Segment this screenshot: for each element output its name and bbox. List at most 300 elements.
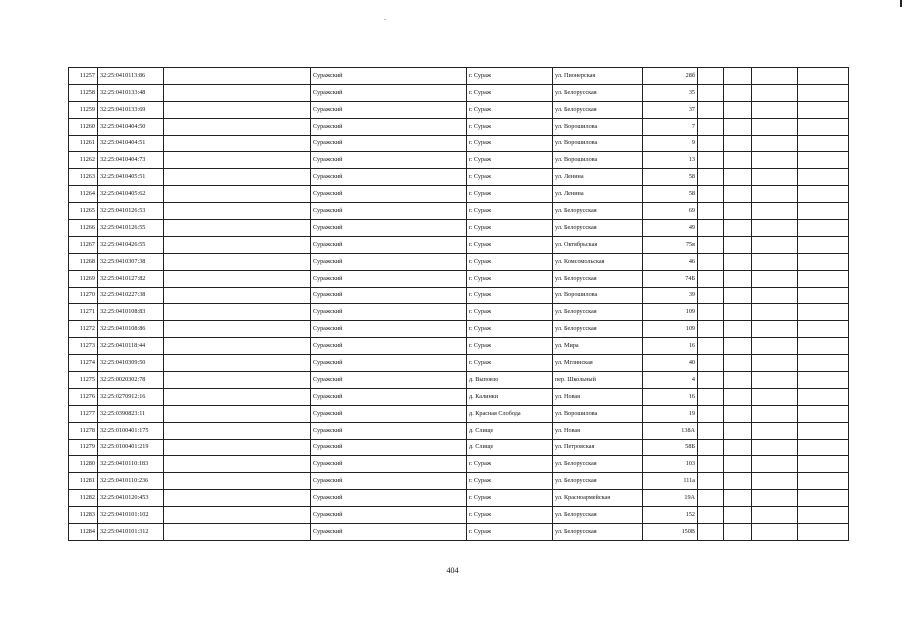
cell-empty — [752, 422, 798, 439]
cell-record-number: 11263 — [69, 169, 98, 186]
cell-empty — [798, 135, 849, 152]
cell-empty — [164, 220, 311, 237]
cell-cadastral-number: 32:25:0410404:73 — [98, 152, 164, 169]
cell-street: ул. Белорусская — [553, 473, 643, 490]
cell-cadastral-number: 32:25:0410110:236 — [98, 473, 164, 490]
cell-empty — [164, 118, 311, 135]
cell-record-number: 11264 — [69, 186, 98, 203]
cell-cadastral-number: 32:25:0410126:55 — [98, 220, 164, 237]
scan-mark — [384, 19, 386, 20]
cell-house-number: 7 — [643, 118, 698, 135]
cell-empty — [798, 321, 849, 338]
cell-street: ул. Новая — [553, 388, 643, 405]
cell-empty — [698, 338, 724, 355]
cell-empty — [724, 220, 752, 237]
cell-house-number: 111а — [643, 473, 698, 490]
cell-empty — [798, 236, 849, 253]
cell-district: Суражский — [311, 135, 467, 152]
cell-empty — [724, 456, 752, 473]
cell-house-number: 16 — [643, 338, 698, 355]
cell-record-number: 11267 — [69, 236, 98, 253]
cell-empty — [798, 372, 849, 389]
cell-record-number: 11268 — [69, 253, 98, 270]
cell-locality: д. Слище — [467, 422, 553, 439]
cell-cadastral-number: 32:25:0410120:453 — [98, 490, 164, 507]
cell-empty — [724, 84, 752, 101]
cell-empty — [724, 439, 752, 456]
cell-empty — [724, 388, 752, 405]
cell-empty — [724, 68, 752, 85]
cell-empty — [798, 101, 849, 118]
cell-street: ул. Комсомольская — [553, 253, 643, 270]
cell-street: ул. Белорусская — [553, 456, 643, 473]
cell-district: Суражский — [311, 456, 467, 473]
cell-empty — [164, 321, 311, 338]
cell-house-number: 58Б — [643, 439, 698, 456]
cell-district: Суражский — [311, 270, 467, 287]
cell-district: Суражский — [311, 439, 467, 456]
cell-record-number: 11271 — [69, 304, 98, 321]
cell-empty — [164, 422, 311, 439]
cell-cadastral-number: 32:25:0390823:11 — [98, 405, 164, 422]
cell-cadastral-number: 32:25:0410108:86 — [98, 321, 164, 338]
table-row — [69, 456, 849, 473]
cell-empty — [752, 355, 798, 372]
cell-locality: г. Сураж — [467, 135, 553, 152]
cell-cadastral-number: 32:25:0410108:83 — [98, 304, 164, 321]
cell-empty — [724, 405, 752, 422]
table-row — [69, 253, 849, 270]
cell-house-number: 28б — [643, 68, 698, 85]
cell-district: Суражский — [311, 68, 467, 85]
cell-cadastral-number: 32:25:0410101:312 — [98, 524, 164, 541]
cell-empty — [724, 507, 752, 524]
cell-house-number: 19А — [643, 490, 698, 507]
cell-house-number: 37 — [643, 101, 698, 118]
cell-empty — [798, 84, 849, 101]
cell-district: Суражский — [311, 422, 467, 439]
table-row — [69, 135, 849, 152]
cell-empty — [164, 388, 311, 405]
table-row — [69, 236, 849, 253]
cell-street: ул. Пионерская — [553, 68, 643, 85]
cell-empty — [752, 203, 798, 220]
table-row — [69, 304, 849, 321]
cell-empty — [752, 186, 798, 203]
cell-empty — [798, 473, 849, 490]
cell-empty — [752, 372, 798, 389]
cell-cadastral-number: 32:25:0410101:102 — [98, 507, 164, 524]
cell-empty — [798, 186, 849, 203]
cell-empty — [164, 490, 311, 507]
cell-empty — [698, 304, 724, 321]
cell-empty — [698, 68, 724, 85]
cell-empty — [164, 68, 311, 85]
cell-empty — [164, 439, 311, 456]
cell-cadastral-number: 32:25:0270912:16 — [98, 388, 164, 405]
cell-empty — [698, 152, 724, 169]
cell-empty — [724, 236, 752, 253]
cell-house-number: 13 — [643, 152, 698, 169]
cell-locality: д. Калинки — [467, 388, 553, 405]
table-row — [69, 186, 849, 203]
cell-empty — [798, 287, 849, 304]
cell-house-number: 109 — [643, 321, 698, 338]
cell-empty — [798, 270, 849, 287]
cell-empty — [698, 203, 724, 220]
cell-locality: г. Сураж — [467, 186, 553, 203]
cell-empty — [698, 270, 724, 287]
cell-empty — [698, 101, 724, 118]
cell-empty — [724, 524, 752, 541]
cell-district: Суражский — [311, 321, 467, 338]
registry-table — [68, 67, 849, 541]
cell-empty — [724, 355, 752, 372]
table-row — [69, 169, 849, 186]
cell-house-number: 19 — [643, 405, 698, 422]
cell-district: Суражский — [311, 524, 467, 541]
cell-record-number: 11258 — [69, 84, 98, 101]
cell-cadastral-number: 32:25:0410307:38 — [98, 253, 164, 270]
cell-district: Суражский — [311, 236, 467, 253]
cell-cadastral-number: 32:25:0020302:78 — [98, 372, 164, 389]
cell-locality: г. Сураж — [467, 270, 553, 287]
cell-district: Суражский — [311, 220, 467, 237]
cell-empty — [698, 388, 724, 405]
cell-cadastral-number: 32:25:0410405:51 — [98, 169, 164, 186]
cell-street: ул. Белорусская — [553, 203, 643, 220]
cell-record-number: 11265 — [69, 203, 98, 220]
cell-cadastral-number: 32:25:0410118:44 — [98, 338, 164, 355]
cell-house-number: 138А — [643, 422, 698, 439]
table-row — [69, 84, 849, 101]
cell-empty — [798, 169, 849, 186]
cell-street: ул. Белорусская — [553, 321, 643, 338]
cell-cadastral-number: 32:25:0100401:175 — [98, 422, 164, 439]
cell-empty — [698, 118, 724, 135]
cell-empty — [724, 490, 752, 507]
cell-record-number: 11270 — [69, 287, 98, 304]
cell-empty — [752, 287, 798, 304]
cell-street: ул. Ворошилова — [553, 135, 643, 152]
cell-cadastral-number: 32:25:0410113:86 — [98, 68, 164, 85]
cell-locality: г. Сураж — [467, 84, 553, 101]
cell-house-number: 109 — [643, 304, 698, 321]
cell-record-number: 11282 — [69, 490, 98, 507]
cell-cadastral-number: 32:25:0410426:55 — [98, 236, 164, 253]
cell-street: ул. Белорусская — [553, 304, 643, 321]
cell-cadastral-number: 32:25:0410133:48 — [98, 84, 164, 101]
cell-empty — [164, 507, 311, 524]
cell-empty — [724, 101, 752, 118]
cell-record-number: 11274 — [69, 355, 98, 372]
cell-empty — [698, 287, 724, 304]
cell-street: ул. Белорусская — [553, 270, 643, 287]
cell-record-number: 11280 — [69, 456, 98, 473]
cell-house-number: 16 — [643, 388, 698, 405]
cell-house-number: 58 — [643, 186, 698, 203]
cell-empty — [798, 152, 849, 169]
cell-record-number: 11283 — [69, 507, 98, 524]
cell-district: Суражский — [311, 84, 467, 101]
cell-empty — [724, 118, 752, 135]
cell-locality: г. Сураж — [467, 338, 553, 355]
cell-empty — [698, 236, 724, 253]
cell-locality: г. Сураж — [467, 169, 553, 186]
cell-street: ул. Белорусская — [553, 507, 643, 524]
cell-district: Суражский — [311, 372, 467, 389]
cell-district: Суражский — [311, 355, 467, 372]
cell-street: ул. Ворошилова — [553, 152, 643, 169]
cell-empty — [752, 456, 798, 473]
cell-locality: д. Слище — [467, 439, 553, 456]
cell-street: ул. Новая — [553, 422, 643, 439]
cell-locality: г. Сураж — [467, 101, 553, 118]
cell-empty — [698, 253, 724, 270]
cell-record-number: 11259 — [69, 101, 98, 118]
cell-empty — [798, 456, 849, 473]
registry-table-body — [69, 68, 849, 541]
cell-empty — [752, 405, 798, 422]
cell-empty — [798, 507, 849, 524]
cell-record-number: 11273 — [69, 338, 98, 355]
cell-cadastral-number: 32:25:0410404:51 — [98, 135, 164, 152]
cell-district: Суражский — [311, 405, 467, 422]
cell-empty — [752, 524, 798, 541]
cell-empty — [724, 203, 752, 220]
cell-street: ул. Белорусская — [553, 101, 643, 118]
cell-empty — [752, 507, 798, 524]
cell-empty — [698, 405, 724, 422]
cell-record-number: 11269 — [69, 270, 98, 287]
cell-house-number: 152 — [643, 507, 698, 524]
cell-empty — [164, 338, 311, 355]
cell-empty — [698, 84, 724, 101]
cell-district: Суражский — [311, 304, 467, 321]
cell-cadastral-number: 32:25:0410126:53 — [98, 203, 164, 220]
table-row — [69, 490, 849, 507]
cell-empty — [752, 473, 798, 490]
cell-house-number: 35 — [643, 84, 698, 101]
cell-empty — [752, 101, 798, 118]
cell-empty — [698, 220, 724, 237]
cell-street: ул. Ворошилова — [553, 118, 643, 135]
table-row — [69, 355, 849, 372]
cell-empty — [698, 473, 724, 490]
cell-street: ул. Октябрьская — [553, 236, 643, 253]
cell-locality: г. Сураж — [467, 355, 553, 372]
cell-empty — [724, 372, 752, 389]
cell-cadastral-number: 32:25:0410127:82 — [98, 270, 164, 287]
cell-empty — [752, 169, 798, 186]
cell-empty — [798, 304, 849, 321]
cell-district: Суражский — [311, 490, 467, 507]
cell-empty — [798, 220, 849, 237]
cell-empty — [164, 203, 311, 220]
cell-locality: д. Выповзо — [467, 372, 553, 389]
table-row — [69, 507, 849, 524]
cell-street: ул. Ворошилова — [553, 405, 643, 422]
cell-empty — [798, 388, 849, 405]
cell-record-number: 11275 — [69, 372, 98, 389]
cell-empty — [724, 304, 752, 321]
table-row — [69, 287, 849, 304]
cell-house-number: 4 — [643, 372, 698, 389]
cell-record-number: 11262 — [69, 152, 98, 169]
cell-empty — [798, 203, 849, 220]
cell-empty — [798, 422, 849, 439]
cell-empty — [724, 152, 752, 169]
cell-empty — [752, 439, 798, 456]
cell-locality: г. Сураж — [467, 473, 553, 490]
cell-house-number: 39 — [643, 287, 698, 304]
cell-locality: г. Сураж — [467, 203, 553, 220]
cell-empty — [724, 270, 752, 287]
cell-locality: г. Сураж — [467, 68, 553, 85]
cell-empty — [698, 456, 724, 473]
cell-street: ул. Красноармейская — [553, 490, 643, 507]
cell-house-number: 40 — [643, 355, 698, 372]
cell-district: Суражский — [311, 101, 467, 118]
table-row — [69, 203, 849, 220]
cell-empty — [164, 135, 311, 152]
table-row — [69, 338, 849, 355]
cell-empty — [752, 253, 798, 270]
cell-empty — [698, 169, 724, 186]
cell-record-number: 11272 — [69, 321, 98, 338]
cell-cadastral-number: 32:25:0410309:50 — [98, 355, 164, 372]
cell-district: Суражский — [311, 507, 467, 524]
cell-empty — [164, 270, 311, 287]
cell-empty — [164, 355, 311, 372]
cell-record-number: 11279 — [69, 439, 98, 456]
cell-street: ул. Ленина — [553, 169, 643, 186]
cell-street: ул. Мглинская — [553, 355, 643, 372]
cell-empty — [752, 338, 798, 355]
cell-empty — [752, 321, 798, 338]
table-row — [69, 220, 849, 237]
cell-empty — [752, 152, 798, 169]
cell-house-number: 46 — [643, 253, 698, 270]
cell-record-number: 11261 — [69, 135, 98, 152]
cell-locality: г. Сураж — [467, 220, 553, 237]
cell-empty — [724, 253, 752, 270]
cell-house-number: 49 — [643, 220, 698, 237]
cell-empty — [798, 355, 849, 372]
cell-record-number: 11257 — [69, 68, 98, 85]
table-row — [69, 422, 849, 439]
cell-empty — [724, 473, 752, 490]
cell-record-number: 11281 — [69, 473, 98, 490]
cell-locality: г. Сураж — [467, 236, 553, 253]
cell-house-number: 75в — [643, 236, 698, 253]
cell-empty — [798, 439, 849, 456]
cell-empty — [724, 135, 752, 152]
table-row — [69, 473, 849, 490]
cell-district: Суражский — [311, 169, 467, 186]
cell-cadastral-number: 32:25:0100401:219 — [98, 439, 164, 456]
cell-empty — [798, 68, 849, 85]
cell-house-number: 69 — [643, 203, 698, 220]
cell-record-number: 11278 — [69, 422, 98, 439]
cell-empty — [752, 236, 798, 253]
cell-record-number: 11260 — [69, 118, 98, 135]
cell-record-number: 11277 — [69, 405, 98, 422]
cell-empty — [164, 287, 311, 304]
cell-empty — [752, 304, 798, 321]
table-row — [69, 152, 849, 169]
cell-empty — [698, 524, 724, 541]
cell-district: Суражский — [311, 388, 467, 405]
table-row — [69, 439, 849, 456]
cell-empty — [798, 338, 849, 355]
cell-district: Суражский — [311, 118, 467, 135]
cell-empty — [752, 135, 798, 152]
cell-locality: г. Сураж — [467, 253, 553, 270]
cell-empty — [752, 68, 798, 85]
cell-empty — [752, 220, 798, 237]
cell-house-number: 103 — [643, 456, 698, 473]
cell-empty — [698, 135, 724, 152]
cell-street: ул. Ворошилова — [553, 287, 643, 304]
cell-empty — [164, 405, 311, 422]
cell-empty — [752, 490, 798, 507]
cell-locality: г. Сураж — [467, 524, 553, 541]
cell-empty — [724, 186, 752, 203]
cell-house-number: 74Б — [643, 270, 698, 287]
cell-cadastral-number: 32:25:0410110:183 — [98, 456, 164, 473]
cell-empty — [164, 253, 311, 270]
table-row — [69, 372, 849, 389]
cell-district: Суражский — [311, 287, 467, 304]
cell-street: ул. Петровская — [553, 439, 643, 456]
cell-locality: д. Красная Слобода — [467, 405, 553, 422]
table-row — [69, 270, 849, 287]
cell-empty — [724, 287, 752, 304]
table-row — [69, 101, 849, 118]
cell-empty — [164, 186, 311, 203]
cell-empty — [164, 169, 311, 186]
cell-empty — [724, 321, 752, 338]
cell-empty — [164, 84, 311, 101]
cell-district: Суражский — [311, 338, 467, 355]
cell-locality: г. Сураж — [467, 456, 553, 473]
table-row — [69, 524, 849, 541]
cell-empty — [164, 524, 311, 541]
cell-street: ул. Белорусская — [553, 220, 643, 237]
cell-empty — [698, 490, 724, 507]
cell-cadastral-number: 32:25:0410133:69 — [98, 101, 164, 118]
cell-empty — [724, 422, 752, 439]
cell-empty — [698, 422, 724, 439]
cell-empty — [798, 524, 849, 541]
table-row — [69, 68, 849, 85]
edge-mark — [900, 0, 902, 7]
table-row — [69, 118, 849, 135]
cell-locality: г. Сураж — [467, 321, 553, 338]
cell-empty — [698, 372, 724, 389]
cell-empty — [698, 186, 724, 203]
cell-district: Суражский — [311, 186, 467, 203]
cell-locality: г. Сураж — [467, 304, 553, 321]
cell-empty — [164, 372, 311, 389]
cell-district: Суражский — [311, 203, 467, 220]
cell-locality: г. Сураж — [467, 118, 553, 135]
cell-empty — [752, 388, 798, 405]
cell-record-number: 11276 — [69, 388, 98, 405]
cell-house-number: 58 — [643, 169, 698, 186]
cell-empty — [698, 321, 724, 338]
